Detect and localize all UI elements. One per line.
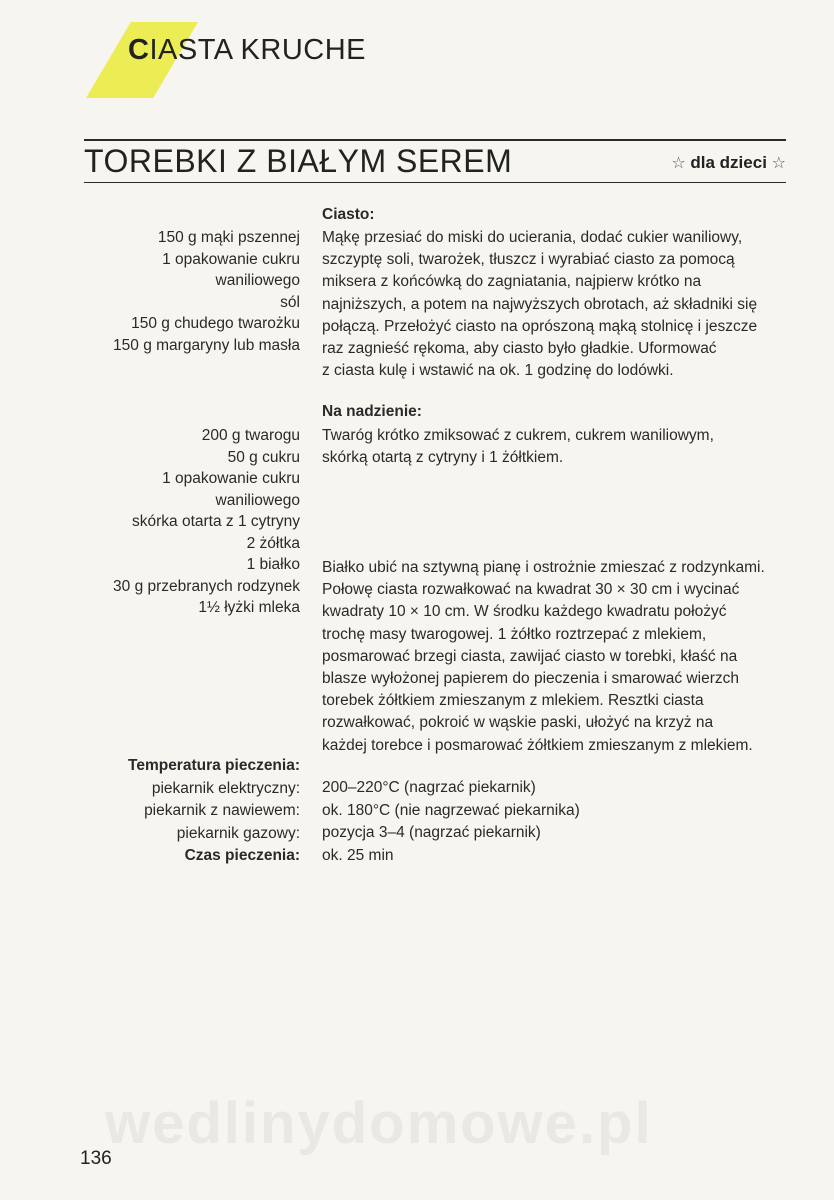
ingredient: 1 opakowanie cukru [162, 250, 300, 268]
ingredient: sól [280, 293, 300, 311]
ingredient: 150 g margaryny lub masła [113, 336, 300, 354]
baking-time-value: ok. 25 min [322, 846, 394, 864]
ingredient: waniliowego [215, 272, 300, 289]
section-title-rest: IASTA KRUCHE [149, 34, 367, 66]
ingredient: 1 białko [246, 556, 300, 573]
ingredient: 30 g przebranych rodzynek [113, 577, 300, 595]
baking-values [322, 777, 792, 867]
baking-time-label: Czas pieczenia: [184, 847, 300, 864]
section-title [128, 34, 366, 67]
star-icon: ☆ [771, 155, 786, 172]
dough-ingredients [60, 227, 300, 356]
page-number: 136 [80, 1148, 112, 1169]
filling-heading: Na nadzienie: [322, 403, 422, 420]
baking-label: piekarnik gazowy: [176, 824, 300, 842]
recipe-tag [671, 153, 786, 173]
ingredient: 1½ łyżki mleka [198, 599, 300, 616]
ingredient: 1 opakowanie cukru [162, 470, 300, 487]
assembly-instructions: Białko ubić na sztywną pianę i ostrożnie zmieszać z rodzynkami. Połowę ciasta rozwałkować na kwadrat 30 × 30 cm i wycinać kwadraty 10 × 10 cm. W środku każdego kwadratu położyć trochę masy twarogowej. 1 żółtko roztrzepać z mlekiem, posmarować brzegi ciasta, zawijać ciasto w torebki, kłaść na blasze wyłożonej papierem do pieczenia i smarować wierzch torebek żółtkiem zmieszanym z mlekiem. Resztki ciasta rozwałkować, pokroić w wąskie paski, ułożyć na krzyż na każdej torebce i posmarować żółtkiem zmieszanym z mlekiem. [322, 559, 765, 754]
filling-ingredients [60, 425, 300, 619]
star-icon: ☆ [671, 155, 686, 172]
ingredient: 2 żółtka [246, 534, 300, 552]
baking-value: ok. 180°C (nie nagrzewać piekarnika) [322, 801, 580, 819]
baking-heading: Temperatura pieczenia: [128, 757, 300, 774]
dough-instructions: Mąkę przesiać do miski do ucierania, dodać cukier waniliowy, szczyptę soli, twarożek, tłuszcz i wyrabiać ciasto za pomocą miksera z końcówką do zagniatania, najpierw krótko na najniższych, a potem na najwyższych obrotach, aż składniki się połączą. Przełożyć ciasto na oprószoną mąką stolnicę i jeszcze raz zagnieść rękoma, aby ciasto było gładkie. Uformować z ciasta kulę i wstawić na ok. 1 godzinę do lodówki. [322, 229, 758, 380]
filling-instructions: Twaróg krótko zmiksować z cukrem, cukrem waniliowym, skórką otartą z cytryny i 1 żółtkiem. [322, 427, 714, 467]
section-title-initial: C [128, 34, 150, 66]
recipe-title: TOREBKI Z BIAŁYM SEREM [84, 143, 513, 179]
watermark: wedlinydomowe.pl [105, 1091, 653, 1156]
ingredient: waniliowego [215, 491, 300, 509]
baking-labels [60, 755, 300, 868]
recipe-tag-label: dla dzieci [690, 153, 767, 172]
title-rule-top [84, 139, 786, 141]
ingredient: 150 g chudego twarożku [131, 315, 300, 332]
baking-label: piekarnik elektryczny: [151, 779, 300, 797]
ingredient: 50 g cukru [227, 448, 300, 466]
ingredient: skórka otarta z 1 cytryny [132, 513, 300, 530]
baking-label: piekarnik z nawiewem: [144, 802, 300, 819]
baking-value: 200–220°C (nagrzać piekarnik) [322, 779, 536, 796]
title-rule-bottom [84, 182, 786, 183]
baking-value: pozycja 3–4 (nagrzać piekarnik) [322, 824, 541, 841]
ingredient: 150 g mąki pszennej [157, 229, 300, 246]
ingredient: 200 g twarogu [201, 427, 300, 444]
dough-heading: Ciasto: [322, 206, 375, 223]
